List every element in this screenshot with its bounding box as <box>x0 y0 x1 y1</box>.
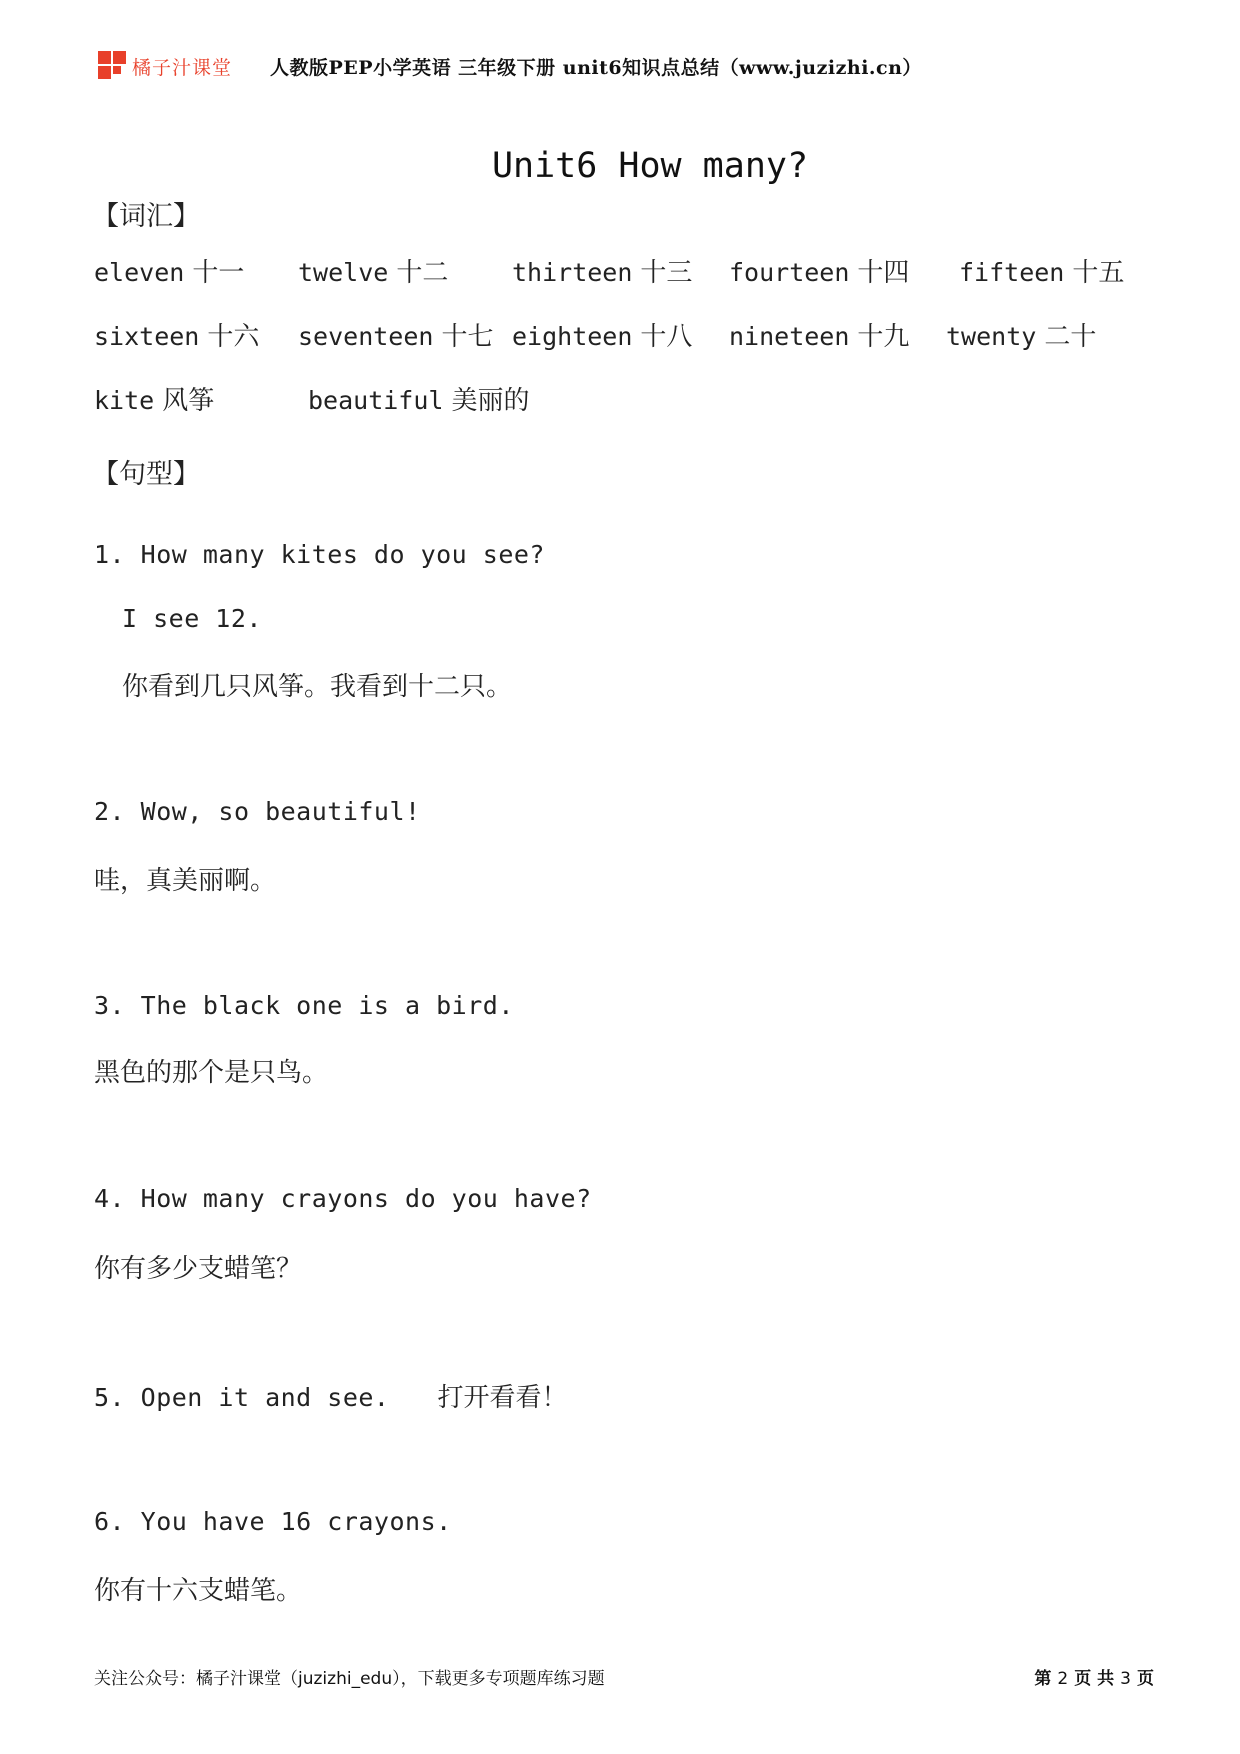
vocab-en: fourteen <box>729 258 850 287</box>
vocab-en: sixteen <box>94 322 200 351</box>
sentence-row <box>94 1377 568 1414</box>
page-number <box>1034 1664 1154 1689</box>
page-mid: 页 共 <box>1074 1669 1115 1689</box>
vocab-en: eleven <box>94 258 185 287</box>
vocab-en: twenty <box>946 322 1037 351</box>
sentence-zh: 黑色的那个是只鸟。 <box>94 1058 329 1088</box>
vocab-item <box>729 252 909 289</box>
vocab-en: nineteen <box>729 322 850 351</box>
vocab-zh: 十一 <box>192 258 245 288</box>
vocab-en: fifteen <box>959 258 1065 287</box>
sentence-en: 6. You have 16 crayons. <box>94 1507 452 1536</box>
vocab-zh: 美丽的 <box>451 386 530 416</box>
sentence-zh: 你看到几只风筝。我看到十二只。 <box>122 672 513 702</box>
vocab-zh: 十五 <box>1072 258 1125 288</box>
logo-text: 橘子汁课堂 <box>132 56 233 79</box>
sentence-heading: 【句型】 <box>92 459 200 490</box>
page-prefix: 第 <box>1034 1669 1052 1689</box>
vocab-en: seventeen <box>298 322 434 351</box>
vocab-zh: 二十 <box>1044 322 1097 352</box>
vocab-item <box>512 316 692 353</box>
logo-icon <box>98 51 128 81</box>
vocab-zh: 风筝 <box>162 386 215 416</box>
vocab-item <box>729 316 909 353</box>
vocab-zh: 十四 <box>857 258 910 288</box>
vocab-zh: 十九 <box>857 322 910 352</box>
vocab-zh: 十八 <box>640 322 693 352</box>
vocab-zh: 十三 <box>640 258 693 288</box>
page-suffix: 页 <box>1137 1669 1154 1689</box>
page-total: 3 <box>1120 1669 1131 1689</box>
vocab-en: kite <box>94 386 155 415</box>
sentence-en: 4. How many crayons do you have? <box>94 1184 592 1213</box>
page-title: Unit6 How many? <box>491 146 809 186</box>
vocab-heading: 【词汇】 <box>92 201 200 232</box>
vocab-item <box>946 316 1096 353</box>
vocab-item <box>512 252 692 289</box>
sentence-zh: 你有十六支蜡笔。 <box>94 1576 303 1606</box>
page-header <box>98 46 1198 86</box>
sentence-zh: 哇，真美丽啊。 <box>94 866 277 896</box>
header-title: 人教版PEP小学英语 三年级下册 unit6知识点总结（www.juzizhi.cn） <box>270 56 922 79</box>
page-current: 2 <box>1057 1669 1069 1689</box>
vocab-item <box>94 380 214 417</box>
vocab-item <box>308 380 529 417</box>
vocab-item <box>94 316 259 353</box>
sentence-zh: 你有多少支蜡笔？ <box>94 1254 303 1284</box>
vocab-en: eighteen <box>512 322 633 351</box>
sentence-en: 5. Open it and see. <box>94 1383 390 1412</box>
vocab-item <box>298 252 448 289</box>
sentence-en-answer: I see 12. <box>122 604 262 633</box>
logo <box>98 51 232 81</box>
vocab-item <box>959 252 1124 289</box>
vocab-zh: 十二 <box>396 258 449 288</box>
sentence-en: 1. How many kites do you see? <box>94 540 545 569</box>
vocab-en: thirteen <box>512 258 633 287</box>
sentence-en: 2. Wow, so beautiful! <box>94 797 421 826</box>
footer-note: 关注公众号：橘子汁课堂（juzizhi_edu），下载更多专项题库练习题 <box>94 1669 605 1689</box>
vocab-item <box>94 252 244 289</box>
sentence-zh: 打开看看！ <box>437 1383 568 1413</box>
vocab-zh: 十六 <box>207 322 260 352</box>
vocab-item <box>298 316 493 353</box>
sentence-en: 3. The black one is a bird. <box>94 991 514 1020</box>
vocab-zh: 十七 <box>441 322 494 352</box>
vocab-en: twelve <box>298 258 389 287</box>
vocab-en: beautiful <box>308 386 444 415</box>
